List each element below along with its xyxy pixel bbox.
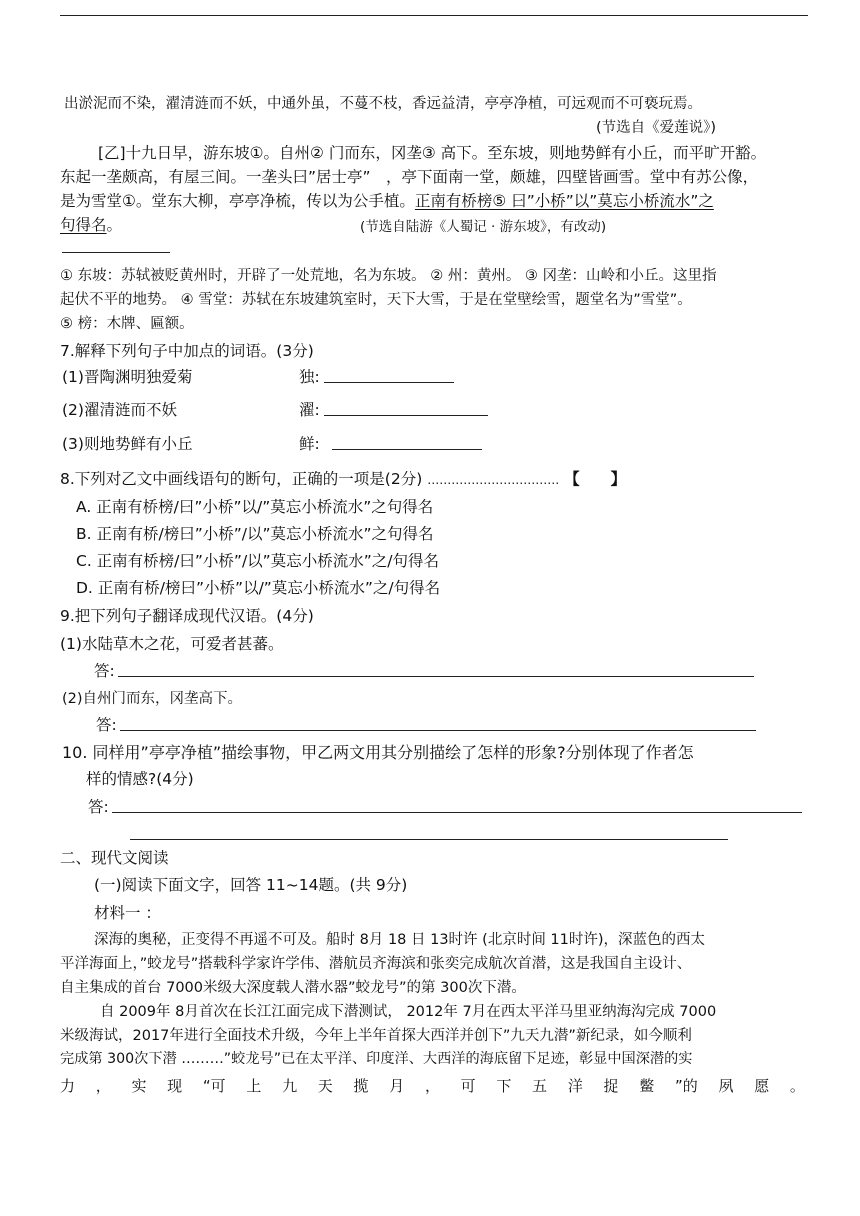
passage-b-line-3-text: 是为雪堂①。堂东大柳，亭亭净梳，传以为公手植。	[60, 192, 415, 210]
line-4-char: 九	[282, 1077, 298, 1095]
line-4-char: 洋	[567, 1077, 583, 1095]
line-4-char: 上	[246, 1077, 262, 1095]
q9-item-2: (2)自州门而东，冈垄高下。	[62, 691, 243, 707]
line-4-char: 愿	[754, 1077, 770, 1095]
line-4-char: 鳖	[639, 1077, 655, 1095]
q10-answer-line-1[interactable]	[112, 812, 802, 813]
material-p2-line-1: 自 2009年 8月首次在长江江面完成下潜测试， 2012年 7月在西太平洋马里亚纳海沟完成 7000	[100, 1004, 717, 1020]
material-p1-line-2: 平洋海面上，”蛟龙号”搭载科学家许学伟、潜航员齐海滨和张奕完成航次首潜，这是我国自主设计、	[60, 956, 692, 972]
footnote-line-1: ① 东坡：苏轼被贬黄州时，开辟了一处荒地，名为东坡。 ② 州：黄州。 ③ 冈垄：山岭和小丘。这里指	[60, 268, 717, 284]
line-4-char: 揽	[353, 1077, 369, 1095]
q8-title-text: 8.下列对乙文中画线语句的断句，正确的一项是(2分)	[60, 470, 423, 488]
material-one-label: 材料一 ：	[94, 904, 161, 922]
passage-b-line-4-end: 。	[106, 216, 123, 234]
underlined-sentence-part-2: 句得名	[60, 216, 107, 234]
q7-word-2: 濯:	[299, 401, 320, 419]
q7-item-3: (3)则地势鲜有小丘	[62, 435, 193, 453]
line-4-char: 夙	[718, 1077, 734, 1095]
q7-item-2: (2)濯清涟而不妖	[62, 401, 177, 419]
passage-a-source: (节选自《爱莲说》)	[596, 120, 717, 136]
line-4-char: ，	[95, 1077, 111, 1095]
line-4-char: 下	[496, 1077, 512, 1095]
footnote-line-2: 起伏不平的地势。 ④ 雪堂：苏轼在东坡建筑室时，天下大雪，于是在堂壁绘雪，题堂名为”雪堂”。	[60, 292, 692, 308]
q10-line-1: 10. 同样用”亭亭净植”描绘事物，甲乙两文用其分别描绘了怎样的形象?分别体现了作者怎	[62, 743, 694, 762]
line-4-char: ，	[424, 1077, 440, 1095]
top-rule	[60, 15, 808, 16]
q9-title: 9.把下列句子翻译成现代汉语。(4分)	[60, 607, 314, 625]
q9-answer-label-1: 答:	[94, 662, 115, 680]
q10-line-2: 样的情感?(4分)	[86, 770, 194, 788]
footnote-line-3: ⑤ 榜：木牌、匾额。	[60, 316, 194, 332]
q7-word-3: 鲜:	[299, 435, 320, 453]
q8-option-d: D. 正南有桥/榜曰”小桥”以/”莫忘小桥流水”之/句得名	[76, 579, 441, 597]
line-4-char: 现	[167, 1077, 183, 1095]
q10-answer-line-2[interactable]	[130, 839, 728, 840]
material-p2-line-4	[60, 1075, 805, 1096]
passage-b-line-1: [乙]十九日早，游东坡①。自州② 门而东，冈垄③ 高下。至东坡，则地势鲜有小丘，而平旷开豁。	[98, 144, 767, 162]
line-4-char: 月	[389, 1077, 405, 1095]
passage-b-line-4	[60, 213, 122, 235]
q9-answer-label-2: 答:	[96, 716, 117, 734]
q7-answer-blank-1[interactable]	[324, 382, 454, 383]
q8-option-c: C. 正南有桥榜/曰”小桥”/以”莫忘小桥流水”之/句得名	[76, 552, 439, 570]
material-p2-line-2: 米级海试，2017年进行全面技术升级，今年上半年首探大西洋并创下”九天九潜”新纪录，如今顺利	[60, 1028, 692, 1044]
q9-answer-line-1[interactable]	[118, 676, 754, 677]
q7-answer-blank-3[interactable]	[332, 449, 482, 450]
line-4-char: 天	[317, 1077, 333, 1095]
line-4-char: 。	[789, 1077, 805, 1095]
line-4-char: 捉	[603, 1077, 619, 1095]
passage-b-line-2: 东起一垄颇高，有屋三间。一垄头曰”居士亭” ，亭下面南一堂，颇雄，四壁皆画雪。堂中有苏公像，	[60, 168, 759, 186]
q7-answer-blank-2[interactable]	[324, 415, 488, 416]
footnote-rule	[62, 252, 170, 253]
passage-b-line-3	[60, 189, 714, 211]
line-4-char: 可	[460, 1077, 476, 1095]
material-p1-line-1: 深海的奥秘，正变得不再遥不可及。船时 8月 18 日 13时许 (北京时间 11时许)，深蓝色的西太	[94, 932, 706, 948]
q8-option-b: B. 正南有桥/榜曰”小桥”/以”莫忘小桥流水”之句得名	[76, 525, 434, 543]
passage-b-source: (节选自陆游《人蜀记 · 游东坡》，有改动)	[360, 219, 607, 235]
line-4-char: “可	[202, 1077, 226, 1095]
section-2-title: 二、现代文阅读	[60, 849, 169, 867]
line-4-char: 力	[60, 1077, 76, 1095]
material-p2-line-3: 完成第 300次下潜 ………”蛟龙号”已在太平洋、印度洋、大西洋的海底留下足迹，彰显中国深潜的实	[60, 1051, 693, 1067]
q8-dots: ……………………………	[427, 473, 560, 487]
line-4-char: ”的	[674, 1077, 698, 1095]
underlined-sentence-part-1: 正南有桥榜⑤ 曰”小桥”以”莫忘小桥流水”之	[414, 192, 714, 210]
q9-answer-line-2[interactable]	[120, 730, 756, 731]
line-4-char: 实	[131, 1077, 147, 1095]
q9-item-1: (1)水陆草木之花，可爱者甚蕃。	[60, 635, 284, 653]
passage-a-line: 出淤泥而不染，濯清涟而不妖，中通外虽，不蔓不枝，香远益清，亭亭净植，可远观而不可亵玩焉。	[64, 96, 702, 112]
q7-title: 7.解释下列句子中加点的词语。(3分)	[60, 342, 314, 360]
q10-answer-label: 答:	[88, 798, 109, 816]
q8-title	[60, 467, 626, 489]
section-2-subtitle: (一)阅读下面文字，回答 11~14题。(共 9分)	[94, 876, 408, 894]
line-4-char: 五	[532, 1077, 548, 1095]
material-p1-line-3: 自主集成的首台 7000米级大深度载人潜水器”蛟龙号”的第 300次下潜。	[60, 980, 526, 996]
q8-answer-bracket[interactable]: 【 】	[564, 470, 627, 488]
q8-option-a: A. 正南有桥榜/曰”小桥”以/”莫忘小桥流水”之句得名	[76, 498, 434, 516]
q7-word-1: 独:	[299, 368, 320, 386]
q7-item-1: (1)晋陶渊明独爱菊	[62, 368, 193, 386]
